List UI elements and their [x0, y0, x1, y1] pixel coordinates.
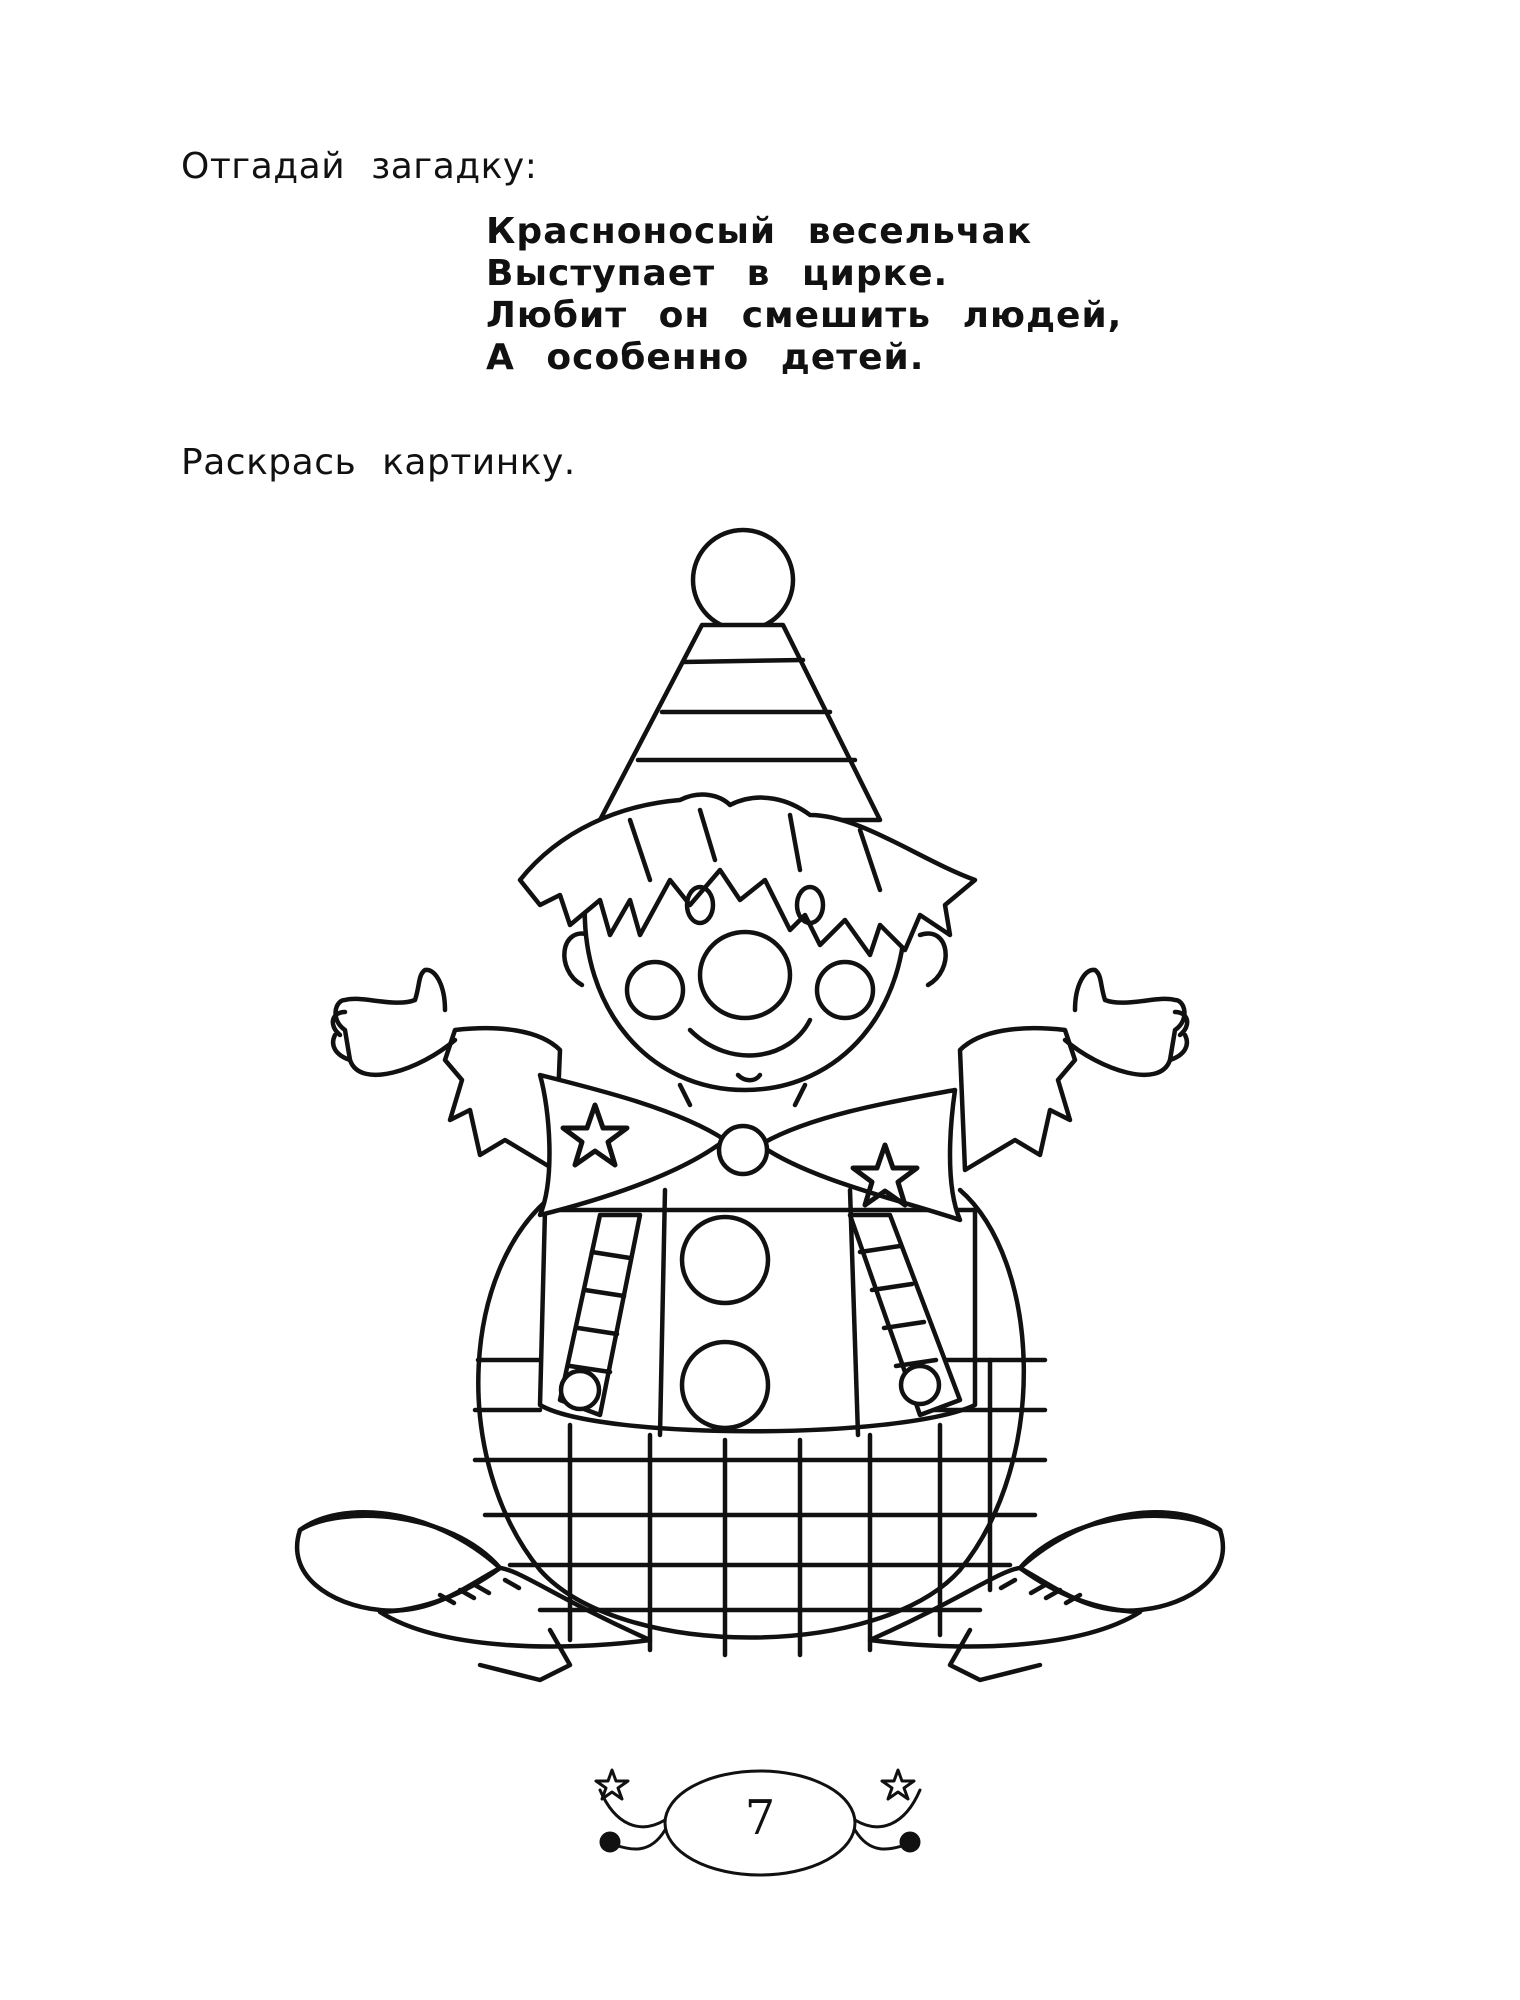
bow-knot — [719, 1126, 767, 1174]
page-number: 7 — [744, 1790, 776, 1846]
hat-cone — [600, 625, 880, 820]
intro-text: Отгадай загадку: — [181, 146, 538, 187]
left-shoe — [296, 1517, 470, 1585]
right-ear — [920, 934, 946, 985]
task-text: Раскрась картинку. — [181, 442, 576, 483]
riddle-line-3: Любит он смешить людей, — [486, 295, 1123, 336]
riddle-line-4: А особенно детей. — [486, 337, 925, 378]
ornament-curl — [615, 1830, 665, 1849]
right-sleeve — [960, 1028, 1075, 1170]
left-shoe — [480, 1630, 570, 1680]
right-shoe — [950, 1630, 1040, 1680]
right-suspender-button — [901, 1366, 939, 1404]
ornament-curl — [855, 1830, 905, 1849]
left-suspender-button — [561, 1371, 599, 1409]
sun-icon — [901, 1833, 919, 1851]
star-icon — [882, 1770, 914, 1799]
clown-nose — [700, 932, 790, 1018]
riddle-line-1: Красноносый весельчак — [486, 211, 1033, 252]
ornament-curl — [855, 1790, 920, 1827]
hat — [600, 530, 880, 820]
left-sleeve — [445, 1028, 560, 1170]
left-hand — [336, 970, 455, 1075]
right-hand — [1065, 970, 1184, 1075]
sun-icon — [601, 1833, 619, 1851]
hat-pompom — [693, 530, 793, 630]
head — [520, 795, 975, 1105]
riddle-line-2: Выступает в цирке. — [486, 253, 949, 294]
hat-stripe — [683, 660, 803, 662]
body — [475, 1190, 1045, 1655]
ornament-curl — [600, 1790, 665, 1827]
